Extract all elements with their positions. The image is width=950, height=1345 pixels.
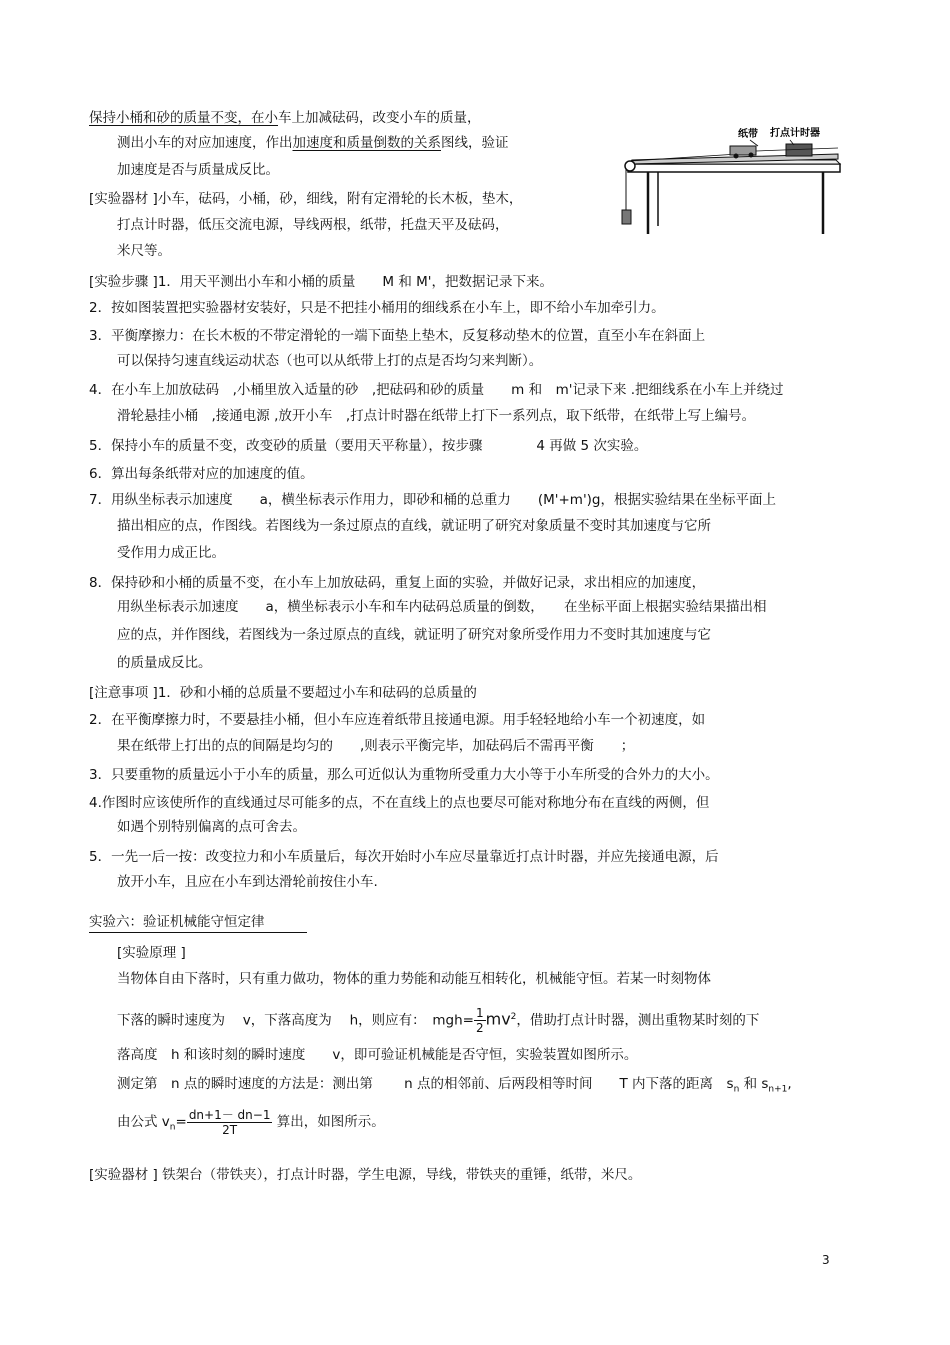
steps-line-2: 2．按如图装置把实验器材安装好，只是不把挂小桶用的细线系在小车上，即不给小车加牵引力。 [89, 300, 665, 316]
steps-line-10: 描出相应的点，作图线。若图线为一条过原点的直线，就证明了研究对象质量不变时其加速度与它所 [117, 518, 711, 534]
steps-line-7: 5．保持小车的质量不变，改变砂的质量（要用天平称量），按步骤 4 再做 5 次实验。 [89, 438, 648, 454]
principle-line-5: 由公式 $v_n=$ $\frac{dn+1- dn-1}{2T}$ 算出，如图所示。 [117, 1107, 385, 1137]
step-2-line-3: 加速度是否与质量成反比。 [117, 162, 279, 178]
steps-line-14: 应的点，并作图线，若图线为一条过原点的直线，就证明了研究对象所受作用力不变时其加速度与它 [117, 627, 711, 643]
steps-line-15: 的质量成反比。 [117, 655, 212, 671]
steps-line-11: 受作用力成正比。 [117, 545, 225, 561]
steps-line-5: 4．在小车上加放砝码 ,小桶里放入适量的砂 ,把砝码和砂的质量 m 和 m'记录下来 .把细线系在小车上并绕过 [89, 382, 784, 398]
materials-line-1: [实验器材 ]小车，砝码，小桶，砂，细线，附有定滑轮的长木板，垫木， [89, 191, 523, 207]
velocity-fraction: $\frac{dn+1- dn-1}{2T}$ [188, 1107, 271, 1137]
steps-line-6: 滑轮悬挂小桶 ,接通电源 ,放开小车 ,打点计时器在纸带上打下一系列点，取下纸带，在纸带上写上编号。 [117, 408, 756, 424]
fraction-one-half: $\frac{1}{2}$ [475, 1006, 484, 1035]
steps-line-8: 6．算出每条纸带对应的加速度的值。 [89, 466, 314, 482]
principle-line-1: 当物体自由下落时，只有重力做功，物体的重力势能和动能互相转化，机械能守恒。若某一时刻物体 [117, 971, 711, 987]
materials-line-3: 米尺等。 [117, 243, 171, 259]
step-2-line-2: 测出小车的对应加速度，作出加速度和质量倒数的关系图线，验证 [117, 135, 509, 151]
notes-line-5: 4.作图时应该使所作的直线通过尽可能多的点，不在直线上的点也要尽可能对称地分布在直线的两侧，但 [89, 795, 710, 811]
principle-line-2: 下落的瞬时速度为 v，下落高度为 h，则应有： mgh= $\frac{1}{2}$ $mv^2$，借助打点计时器，测出重物某时刻的下 [117, 1006, 760, 1035]
steps-line-9: 7．用纵坐标表示加速度 a，横坐标表示作用力，即砂和桶的总重力 (M'+m')g，根据实验结果在坐标平面上 [89, 492, 776, 508]
notes-line-3: 果在纸带上打出的点的间隔是均匀的 ,则表示平衡完毕，加砝码后不需再平衡 ； [117, 738, 635, 754]
step-2-underline-2: 加速度和质量倒数的关系 [292, 135, 441, 151]
notes-line-2: 2．在平衡摩擦力时，不要悬挂小桶，但小车应连着纸带且接通电源。用手轻轻地给小车一个初速度，如 [89, 712, 706, 728]
steps-line-13: 用纵坐标表示加速度 a，横坐标表示小车和车内砝码总质量的倒数， 在坐标平面上根据实验结果描出相 [117, 599, 767, 615]
notes-line-1: [注意事项 ]1．砂和小桶的总质量不要超过小车和砝码的总质量的 [89, 685, 477, 701]
notes-line-7: 5．一先一后一按：改变拉力和小车质量后，每次开始时小车应尽量靠近打点计时器，并应先接通电源，后 [89, 849, 719, 865]
apparatus-figure [618, 124, 850, 239]
steps-line-4: 可以保持匀速直线运动状态（也可以从纸带上打的点是否均匀来判断）。 [117, 353, 543, 369]
notes-line-8: 放开小车，且应在小车到达滑轮前按住小车. [117, 874, 378, 890]
notes-line-4: 3．只要重物的质量远小于小车的质量，那么可近似认为重物所受重力大小等于小车所受的合外力的大小。 [89, 767, 719, 783]
steps-line-12: 8．保持砂和小桶的质量不变，在小车上加放砝码，重复上面的实验，并做好记录，求出相应的加速度， [89, 575, 706, 591]
figure-label-timer: 打点计时器 [770, 128, 820, 139]
step-2-underline-1: 保持小桶和砂的质量不变，在小 [89, 110, 278, 126]
principle-heading: [实验原理 ] [117, 945, 186, 961]
section-6-title-underline [89, 932, 307, 933]
page-number: 3 [822, 1253, 830, 1267]
section-6-materials: [实验器材 ] 铁架台（带铁夹），打点计时器，学生电源，导线，带铁夹的重锤，纸带，米尺。 [89, 1167, 642, 1183]
figure-label-tape: 纸带 [738, 129, 758, 140]
section-6-title: 实验六：验证机械能守恒定律 [89, 914, 265, 930]
principle-line-3: 落高度 h 和该时刻的瞬时速度 v，即可验证机械能是否守恒，实验装置如图所示。 [117, 1047, 638, 1063]
step-2-line-1: 保持小桶和砂的质量不变，在小车上加减砝码，改变小车的质量， [89, 110, 481, 126]
steps-line-3: 3．平衡摩擦力：在长木板的不带定滑轮的一端下面垫上垫木，反复移动垫木的位置，直至小车在斜面上 [89, 328, 706, 344]
principle-line-4: 测定第 n 点的瞬时速度的方法是：测出第 n 点的相邻前、后两段相等时间 T 内下落的距离 $s_n$ 和 $s_{n+1}$, [117, 1076, 792, 1095]
notes-line-6: 如遇个别特别偏离的点可舍去。 [117, 819, 306, 835]
steps-line-1: [实验步骤 ]1．用天平测出小车和小桶的质量 M 和 M'，把数据记录下来。 [89, 274, 554, 290]
materials-line-2: 打点计时器，低压交流电源，导线两根，纸带，托盘天平及砝码， [117, 217, 509, 233]
